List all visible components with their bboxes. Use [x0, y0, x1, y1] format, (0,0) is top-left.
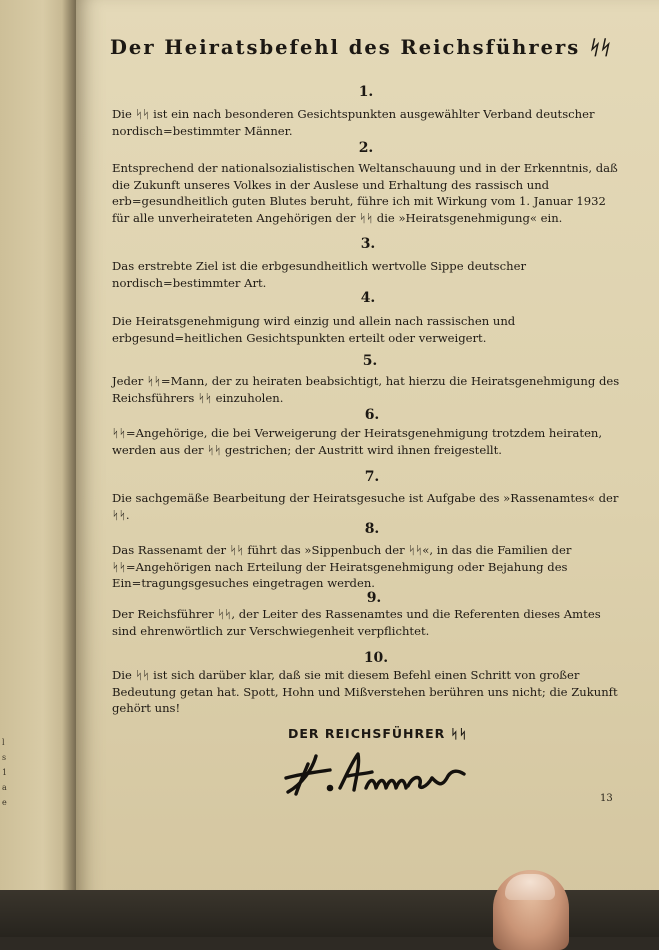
margin-letter: a	[2, 783, 7, 792]
section-text: Der Reichsführer ᛋᛋ, der Leiter des Rassenamtes und die Referenten dieses Amtes sind ehrenwörtlich zur Verschwiegenheit verpflichtet.	[112, 607, 601, 638]
section-text: Das erstrebte Ziel ist die erbgesundheitlich wertvolle Sippe deutscher nordisch=bestimmter Art.	[112, 259, 526, 290]
margin-letter: s	[2, 753, 7, 762]
section-text: Jeder ᛋᛋ=Mann, der zu heiraten beabsichtigt, hat hierzu die Heiratsgenehmigung des Reichsführers ᛋᛋ einzuholen.	[112, 374, 620, 405]
thumbnail-fingernail	[505, 874, 555, 900]
page-number: 13	[600, 793, 613, 804]
section-number: 8.	[364, 521, 380, 537]
section-number: 9.	[366, 590, 382, 606]
section-number: 10.	[363, 650, 389, 666]
section-number: 4.	[360, 290, 376, 306]
section-number: 6.	[364, 407, 380, 423]
section-text: Die ᛋᛋ ist ein nach besonderen Gesichtspunkten ausgewählter Verband deutscher nordisch=bestimmter Männer.	[112, 107, 595, 138]
margin-letter: e	[2, 798, 7, 807]
margin-letter: l	[2, 738, 5, 747]
section-number: 5.	[362, 353, 378, 369]
section-number: 1.	[358, 84, 374, 100]
left-page-margin-text	[2, 735, 12, 810]
ss-rune-icon: ᛋᛋ	[586, 36, 613, 59]
section-text: Entsprechend der nationalsozialistischen Weltanschauung und in der Erkenntnis, daß die Zukunft unseres Volkes in der Auslese und Erhaltung des rassisch und erb=gesundheitlich guten Blutes beruht, führe ich mit Wirkung vom 1. Januar 1932 für alle unverheirateten Angehörigen der ᛋᛋ die »Heiratsgenehmigung« ein.	[112, 161, 618, 225]
section-text: Die Heiratsgenehmigung wird einzig und allein nach rassischen und erbgesund=heitlichen Gesichtspunkten erteilt oder verweigert.	[112, 314, 516, 345]
margin-letter: 1	[2, 768, 8, 777]
section-text: ᛋᛋ=Angehörige, die bei Verweigerung der Heiratsgenehmigung trotzdem heiraten, werden aus der ᛋᛋ gestrichen; der Austritt wird ihnen freigestellt.	[112, 426, 603, 457]
section-number: 7.	[364, 469, 380, 485]
section-number: 3.	[360, 236, 376, 252]
section-number: 2.	[358, 140, 374, 156]
page-title	[110, 36, 620, 59]
title-text: Der Heiratsbefehl des Reichsführers	[110, 36, 581, 59]
section-text: Das Rassenamt der ᛋᛋ führt das »Sippenbuch der ᛋᛋ«, in das die Familien der ᛋᛋ=Angehörigen nach Erteilung der Heiratsgenehmigung oder Bejahung des Ein=tragungsgesuches eingetragen werden.	[112, 543, 572, 590]
signatory-title: DER REICHSFÜHRER ᛋᛋ	[288, 726, 468, 741]
handwritten-signature	[282, 748, 472, 800]
section-text: Die ᛋᛋ ist sich darüber klar, daß sie mit diesem Befehl einen Schritt von großer Bedeutung getan hat. Spott, Hohn und Mißverstehen berühren uns nicht; die Zukunft gehört uns!	[112, 668, 618, 715]
section-text: Die sachgemäße Bearbeitung der Heiratsgesuche ist Aufgabe des »Rassenamtes« der ᛋᛋ.	[112, 491, 619, 522]
